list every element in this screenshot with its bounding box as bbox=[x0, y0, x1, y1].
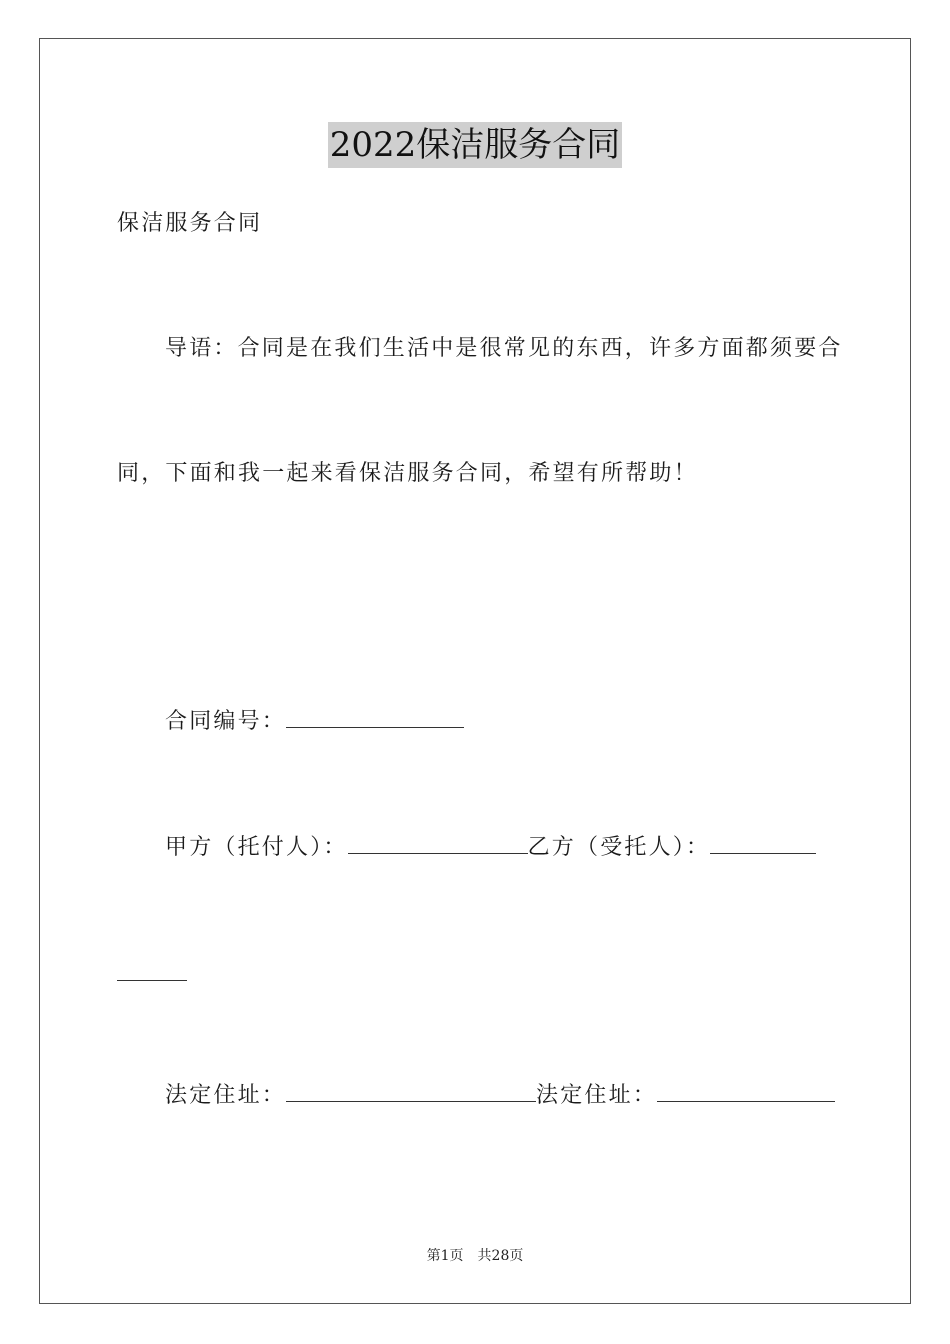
party-b-blank-continued bbox=[117, 979, 187, 981]
intro-paragraph-line-2: 同，下面和我一起来看保洁服务合同，希望有所帮助！ bbox=[117, 461, 698, 486]
contract-number-label: 合同编号： bbox=[165, 709, 287, 734]
address-b-label: 法定住址： bbox=[536, 1083, 658, 1108]
contract-number-blank bbox=[286, 709, 464, 728]
parties-row bbox=[165, 833, 816, 863]
address-a-blank bbox=[286, 1083, 536, 1102]
address-b-blank bbox=[657, 1083, 835, 1102]
party-a-label: 甲方（托付人）： bbox=[165, 835, 348, 860]
contract-number-row bbox=[165, 707, 464, 737]
page-footer bbox=[0, 1246, 950, 1266]
address-a-label: 法定住址： bbox=[165, 1083, 287, 1108]
page-number-total: 共28页 bbox=[477, 1248, 524, 1264]
page-number-current: 第1页 bbox=[426, 1248, 464, 1264]
address-row bbox=[165, 1081, 835, 1111]
party-b-label: 乙方（受托人）： bbox=[527, 835, 711, 860]
document-subtitle: 保洁服务合同 bbox=[117, 211, 263, 236]
intro-paragraph-line-1: 导语：合同是在我们生活中是很常见的东西，许多方面都须要合 bbox=[165, 336, 843, 361]
party-b-blank bbox=[710, 835, 816, 854]
title-container bbox=[0, 122, 950, 168]
party-a-blank bbox=[348, 835, 528, 854]
document-title: 2022保洁服务合同 bbox=[328, 122, 623, 168]
